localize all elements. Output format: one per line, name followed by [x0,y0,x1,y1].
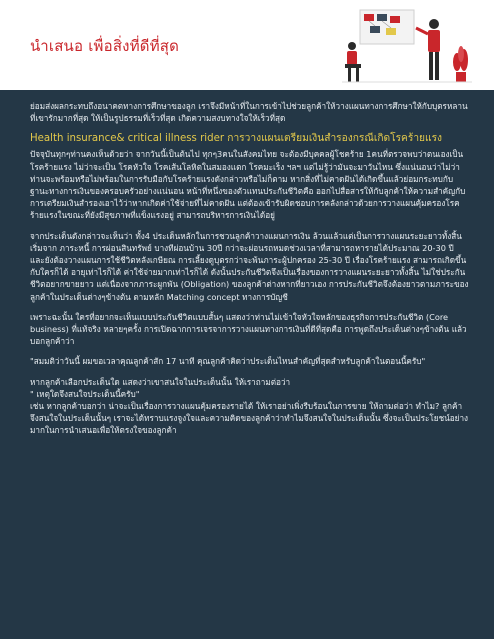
header [0,0,494,90]
paragraph-core-business: เพราะฉะนั้น ใครที่อยากจะเห็นแบบประกันชีวิตแบบสั้นๆ แสดงว่าท่านไม่เข้าใจหัวใจหลักของธุรกิจการประกันชีวิต (Core business) ที่แท้จริง หลายๆครั้ง การเปิดฉากการเจรจาการวางแผนทางการเงินที่ดีที่สุดคือ การพูดถึงประเด็นต่างๆข้างต้น แล้วบอกลูกค้าว่า [30,311,467,347]
page-title: นำเสนอ เพื่อสิ่งที่ดีที่สุด [30,37,180,55]
intro-paragraph: ย่อมส่งผลกระทบถึงอนาคตทางการศึกษาของลูก เราจึงมีหน้าที่ในการเข้าไปช่วยลูกค้าให้วางแผนทางการศึกษาให้กับบุตรหลานที่เขารักมากที่สุด ให้เป็นรูปธรรมที่เร็วที่สุด เกิดความสงบทางใจให้เร็วที่สุด [30,101,468,124]
paragraph-critical-illness: ปัจจุบันทุกๆท่านคงเห็นด้วยว่า จากวันนี้เป็นต้นไป ทุกๆ3คนในสังคมไทย จะต้องมีบุคคลผู้โชคร้าย 1คนที่ตรวจพบว่าตนเองเป็นโรคร้ายแรง ไม่ว่าจะเป็น โรคหัวใจ โรคเส้นโลหิตในสมองแตก โรคมะเร็ง ฯลฯ แต่ไม่รู้ว่ามันจะมาวันไหน ซึ่งแน่นอนว่าไม่ว่าท่านจะพร้อมหรือไม่พร้อมในการรับมือกับโรคร้ายแรงดังกล่าวหรือไม่ก็ตาม หากสิ่งที่ไม่คาดฝันได้เกิดขึ้นแล้วย่อมกระทบกับฐานะทางการเงินของครอบครัวอย่างแน่นอน หน้าที่หนึ่งของตัวแทนประกันชีวิตคือ ออกไปสื่อสารให้กับลูกค้าให้ความสำคัญกับการเตรียมเงินสำรองเอาไว้ว่าหากเกิดค่าใช้จ่ายที่ไม่คาดฝัน แต่ต้องเข้ารับผิดชอบการคลังกล่าวด้วยการวางแผนคุ้มครองโรคร้ายแรงในขณะที่ยังมีสุขภาพที่แข็งแรงอยู่ สามารถบริหารการเงินได้อยู่ [30,149,466,221]
quote-question-two: " เหตุใดจึงสนใจประเด็นนี้ครับ" [30,388,140,399]
section-heading: Health insurance& critical illness rider การวางแผนเตรียมเงินสำรองกรณีเกิดโรคร้ายแรง [30,133,443,145]
paragraph-long-term-planning: จากประเด็นดังกล่าวจะเห็นว่า ทั้ง4 ประเด็นหลักในการชวนลูกค้าวางแผนการเงิน ล้วนแล้วแต่เป็นการวางแผนระยะยาวทั้งสิ้น เริ่มจาก ภาระหนี้ การผ่อนสินทรัพย์ บางทีผ่อนบ้าน 30ปี กว่าจะผ่อนรถหมดช่วงเวลาที่สามารถหารายได้ประมาณ 20-30 ปี และยังต้องวางแผนการใช้ชีวิตหลังเกษียณ การเลี้ยงดูบุตรกว่าจะพ้นภาระผู้ปกครอง 25-30 ปี เรื่องโรคร้ายแรง สามารถเกิดขึ้นกับใครก็ได้ อายุเท่าไรก็ได้ ค่าใช้จ่ายมากเท่าไรก็ได้ ดังนั้นประกันชีวิตจึงเป็นเรื่องของการวางแผนระยะยาวทั้งสิ้น ไม่ใช่ประกันชีวิตอยากขายยาว แต่เนื่องจากภาระผูกพัน (Obligation) ของลูกค้าต่างหากที่ยาวเอง การประกันชีวิตจึงต้องยาวตามภาระของลูกค้าในประเด็นต่างๆข้างต้น ตามหลัก Matching concept ทางการบัญชี [30,230,469,302]
article-body [30,100,470,445]
paragraph-example: เช่น หากลูกค้าบอกว่า น่าจะเป็นเรื่องการวางแผนคุ้มครองรายได้ ให้เราอย่าเพิ่งรีบร้อนในการขาย ให้ถามต่อว่า ทำไม? ลูกค้าจึงสนใจในประเด็นนั้นๆ เราจะได้ทราบแรงจูงใจและความคิดของลูกค้าว่าทำไมจึงสนใจในประเด็นนั้น ซึ่งจะเป็นประโยชน์อย่างมากในการนำเสนอเพื่อให้ตรงใจของลูกค้า [30,401,469,436]
quote-question-one: "สมมติว่าวันนี้ ผมขอเวลาคุณลูกค้าสัก 17 นาที คุณลูกค้าคิดว่าประเด็นไหนสำคัญที่สุดสำหรับลูกค้าในตอนนี้ครับ" [30,356,426,367]
paragraph-follow-up: หากลูกค้าเลือกประเด็นใด แสดงว่าเขาสนใจในประเด็นนั้น ให้เราถามต่อว่า [30,376,291,387]
presentation-illustration-icon [342,4,472,88]
